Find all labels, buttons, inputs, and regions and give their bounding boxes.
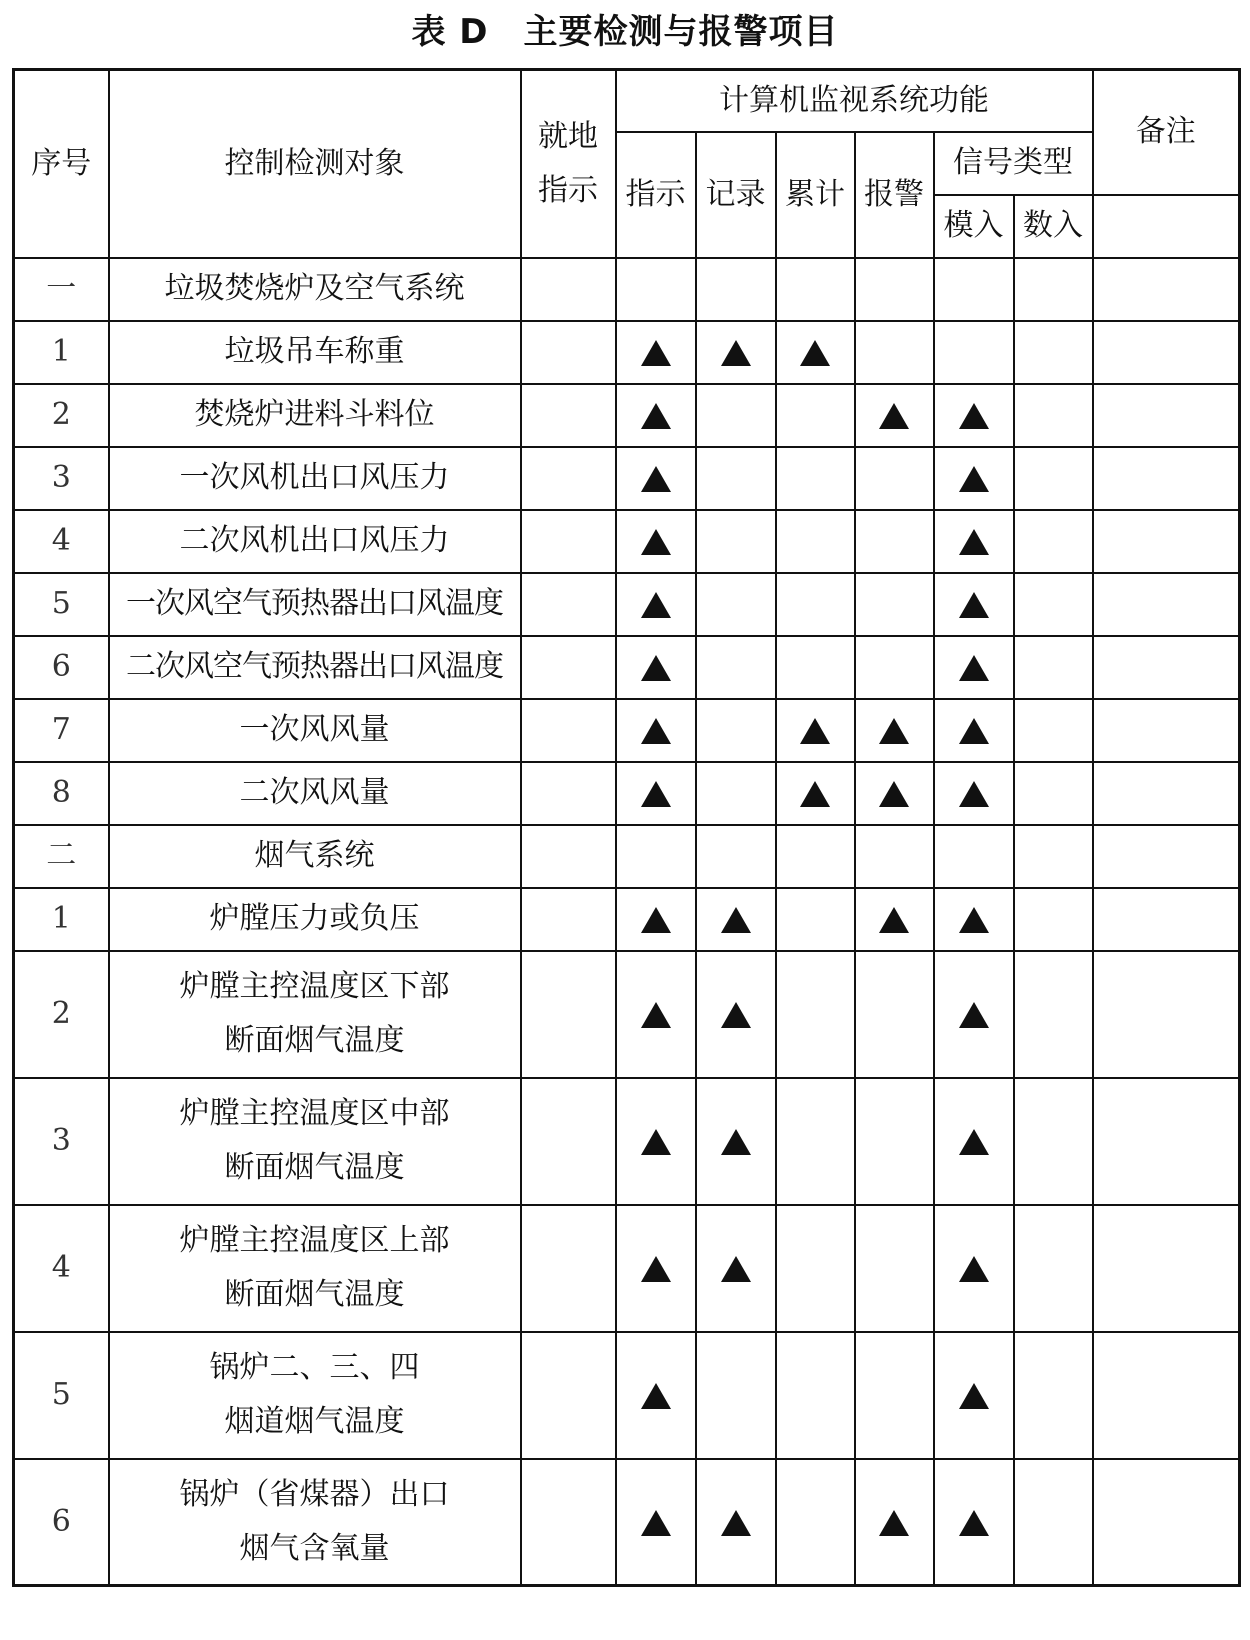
cell-local-indicate: [521, 1205, 616, 1332]
row-seq: 6: [14, 1459, 109, 1586]
cell-local-indicate: [521, 951, 616, 1078]
table-body: [14, 258, 1240, 1586]
cell-indicate: [616, 510, 696, 573]
cell-local-indicate: [521, 573, 616, 636]
cell-digital: [1014, 384, 1093, 447]
row-object: [109, 384, 521, 447]
row-seq: 二: [14, 825, 109, 888]
header-analog-in: 模入: [934, 195, 1014, 258]
triangle-mark-icon: [641, 718, 671, 744]
cell-analog: [934, 888, 1014, 951]
cell-alarm: [855, 888, 934, 951]
table-row: [14, 384, 1240, 447]
row-object: [109, 447, 521, 510]
triangle-mark-icon: [879, 718, 909, 744]
cell-remark: [1093, 384, 1240, 447]
cell-record: [696, 888, 776, 951]
triangle-mark-icon: [641, 1002, 671, 1028]
row-seq: 2: [14, 384, 109, 447]
cell-accumulate: [776, 258, 855, 321]
table-row: [14, 951, 1240, 1078]
triangle-mark-icon: [959, 718, 989, 744]
cell-indicate: [616, 447, 696, 510]
cell-digital: [1014, 699, 1093, 762]
cell-analog: [934, 1205, 1014, 1332]
header-local-line1: 就地: [538, 118, 598, 154]
cell-indicate: [616, 699, 696, 762]
cell-indicate: [616, 573, 696, 636]
cell-remark: [1093, 1205, 1240, 1332]
row-object-line: 焚烧炉进料斗料位: [194, 397, 435, 432]
cell-accumulate: [776, 636, 855, 699]
cell-accumulate: [776, 1078, 855, 1205]
cell-alarm: [855, 321, 934, 384]
row-object-line: 垃圾焚烧炉及空气系统: [164, 271, 465, 306]
triangle-mark-icon: [641, 1383, 671, 1409]
cell-analog: [934, 447, 1014, 510]
cell-accumulate: [776, 510, 855, 573]
cell-digital: [1014, 762, 1093, 825]
row-seq: 6: [14, 636, 109, 699]
row-seq: 一: [14, 258, 109, 321]
row-object: [109, 1459, 521, 1586]
table-row: [14, 699, 1240, 762]
row-object-line: 一次风空气预热器出口风温度: [126, 586, 503, 621]
cell-analog: [934, 321, 1014, 384]
row-seq: 8: [14, 762, 109, 825]
cell-local-indicate: [521, 384, 616, 447]
table-row: [14, 573, 1240, 636]
cell-alarm: [855, 1332, 934, 1459]
triangle-mark-icon: [721, 1002, 751, 1028]
detection-alarm-table: [12, 68, 1241, 1587]
header-remark: 备注: [1093, 70, 1240, 195]
row-object-line: 二次风空气预热器出口风温度: [126, 649, 503, 684]
row-seq: 3: [14, 447, 109, 510]
triangle-mark-icon: [721, 340, 751, 366]
triangle-mark-icon: [721, 907, 751, 933]
triangle-mark-icon: [641, 592, 671, 618]
row-object: [109, 762, 521, 825]
row-object-line: 一次风风量: [239, 712, 390, 747]
row-object: [109, 258, 521, 321]
row-object: [109, 1078, 521, 1205]
table-row: [14, 447, 1240, 510]
row-object: [109, 321, 521, 384]
row-object-line: 锅炉（省煤器）出口: [179, 1476, 450, 1512]
cell-alarm: [855, 510, 934, 573]
triangle-mark-icon: [800, 718, 830, 744]
cell-record: [696, 951, 776, 1078]
row-object-line: 垃圾吊车称重: [224, 334, 405, 369]
table-row: [14, 825, 1240, 888]
cell-analog: [934, 825, 1014, 888]
triangle-mark-icon: [641, 655, 671, 681]
cell-digital: [1014, 1332, 1093, 1459]
cell-accumulate: [776, 825, 855, 888]
cell-accumulate: [776, 321, 855, 384]
table-row: [14, 888, 1240, 951]
triangle-mark-icon: [641, 466, 671, 492]
row-seq: 7: [14, 699, 109, 762]
cell-indicate: [616, 825, 696, 888]
cell-accumulate: [776, 573, 855, 636]
triangle-mark-icon: [641, 1256, 671, 1282]
cell-digital: [1014, 951, 1093, 1078]
row-object-line: 二次风机出口风压力: [179, 523, 450, 558]
cell-alarm: [855, 951, 934, 1078]
row-seq: 1: [14, 888, 109, 951]
cell-alarm: [855, 384, 934, 447]
triangle-mark-icon: [879, 403, 909, 429]
cell-local-indicate: [521, 1078, 616, 1205]
triangle-mark-icon: [800, 340, 830, 366]
triangle-mark-icon: [959, 466, 989, 492]
row-seq: 4: [14, 1205, 109, 1332]
cell-digital: [1014, 1205, 1093, 1332]
row-object: [109, 699, 521, 762]
table-row: [14, 1205, 1240, 1332]
cell-indicate: [616, 636, 696, 699]
table-row: [14, 258, 1240, 321]
row-object: [109, 1205, 521, 1332]
cell-accumulate: [776, 384, 855, 447]
cell-alarm: [855, 636, 934, 699]
cell-local-indicate: [521, 825, 616, 888]
triangle-mark-icon: [641, 781, 671, 807]
cell-accumulate: [776, 762, 855, 825]
cell-remark: [1093, 951, 1240, 1078]
cell-indicate: [616, 762, 696, 825]
header-local-line2: 指示: [538, 172, 598, 208]
cell-record: [696, 762, 776, 825]
cell-analog: [934, 258, 1014, 321]
row-object: [109, 888, 521, 951]
cell-accumulate: [776, 1332, 855, 1459]
cell-analog: [934, 1459, 1014, 1586]
cell-digital: [1014, 1459, 1093, 1586]
cell-analog: [934, 573, 1014, 636]
cell-remark: [1093, 1459, 1240, 1586]
triangle-mark-icon: [721, 1129, 751, 1155]
triangle-mark-icon: [641, 529, 671, 555]
table-title: 表 D 主要检测与报警项目: [411, 12, 839, 52]
triangle-mark-icon: [959, 907, 989, 933]
row-object: [109, 951, 521, 1078]
row-object: [109, 573, 521, 636]
cell-digital: [1014, 258, 1093, 321]
row-object-line: 炉膛主控温度区上部: [179, 1223, 450, 1258]
row-object-line: 烟气系统: [254, 838, 375, 873]
row-object: [109, 636, 521, 699]
row-object-line: 炉膛主控温度区下部: [179, 969, 450, 1004]
cell-analog: [934, 384, 1014, 447]
table-header: [14, 70, 1240, 258]
cell-record: [696, 321, 776, 384]
cell-alarm: [855, 1078, 934, 1205]
triangle-mark-icon: [959, 592, 989, 618]
row-object: [109, 825, 521, 888]
cell-local-indicate: [521, 447, 616, 510]
cell-remark: [1093, 258, 1240, 321]
triangle-mark-icon: [959, 1129, 989, 1155]
cell-record: [696, 1332, 776, 1459]
triangle-mark-icon: [641, 1129, 671, 1155]
cell-accumulate: [776, 951, 855, 1078]
table-row: [14, 321, 1240, 384]
cell-alarm: [855, 447, 934, 510]
triangle-mark-icon: [959, 1510, 989, 1536]
row-object: [109, 510, 521, 573]
cell-indicate: [616, 1459, 696, 1586]
cell-alarm: [855, 699, 934, 762]
cell-analog: [934, 1078, 1014, 1205]
cell-remark: [1093, 825, 1240, 888]
cell-digital: [1014, 825, 1093, 888]
cell-remark: [1093, 321, 1240, 384]
header-seq: 序号: [14, 70, 109, 258]
cell-record: [696, 510, 776, 573]
cell-remark: [1093, 1332, 1240, 1459]
row-seq: 5: [14, 573, 109, 636]
cell-local-indicate: [521, 888, 616, 951]
triangle-mark-icon: [879, 1510, 909, 1536]
cell-indicate: [616, 1205, 696, 1332]
row-object-line: 炉膛主控温度区中部: [179, 1096, 450, 1131]
cell-record: [696, 1078, 776, 1205]
row-seq: 5: [14, 1332, 109, 1459]
cell-record: [696, 447, 776, 510]
cell-accumulate: [776, 888, 855, 951]
cell-alarm: [855, 762, 934, 825]
cell-remark: [1093, 1078, 1240, 1205]
row-object-line: 断面烟气温度: [224, 1150, 405, 1185]
cell-record: [696, 1459, 776, 1586]
cell-digital: [1014, 321, 1093, 384]
cell-indicate: [616, 951, 696, 1078]
triangle-mark-icon: [721, 1510, 751, 1536]
row-object-line: 二次风风量: [239, 775, 390, 810]
row-seq: 3: [14, 1078, 109, 1205]
cell-local-indicate: [521, 1332, 616, 1459]
cell-digital: [1014, 1078, 1093, 1205]
table-row: [14, 510, 1240, 573]
table-row: [14, 1332, 1240, 1459]
header-local-indicate: [521, 70, 616, 258]
triangle-mark-icon: [959, 1002, 989, 1028]
triangle-mark-icon: [959, 781, 989, 807]
cell-remark: [1093, 510, 1240, 573]
cell-remark: [1093, 573, 1240, 636]
cell-local-indicate: [521, 636, 616, 699]
table-row: [14, 1459, 1240, 1586]
cell-digital: [1014, 888, 1093, 951]
cell-analog: [934, 699, 1014, 762]
cell-digital: [1014, 447, 1093, 510]
cell-record: [696, 825, 776, 888]
triangle-mark-icon: [641, 340, 671, 366]
cell-record: [696, 1205, 776, 1332]
cell-record: [696, 258, 776, 321]
header-signal-type: 信号类型: [934, 132, 1093, 195]
cell-digital: [1014, 636, 1093, 699]
row-object-line: 炉膛压力或负压: [209, 901, 420, 936]
cell-local-indicate: [521, 762, 616, 825]
cell-record: [696, 699, 776, 762]
cell-analog: [934, 636, 1014, 699]
header-digital-in: 数入: [1014, 195, 1093, 258]
cell-remark: [1093, 699, 1240, 762]
row-object-line: 断面烟气温度: [224, 1277, 405, 1312]
cell-local-indicate: [521, 699, 616, 762]
cell-indicate: [616, 384, 696, 447]
table-row: [14, 1078, 1240, 1205]
cell-remark: [1093, 888, 1240, 951]
row-object-line: 断面烟气温度: [224, 1023, 405, 1058]
header-accumulate: 累计: [776, 132, 855, 258]
triangle-mark-icon: [879, 907, 909, 933]
cell-analog: [934, 1332, 1014, 1459]
row-object-line: 一次风机出口风压力: [179, 460, 450, 495]
table-row: [14, 762, 1240, 825]
cell-analog: [934, 762, 1014, 825]
row-seq: 4: [14, 510, 109, 573]
cell-record: [696, 384, 776, 447]
cell-local-indicate: [521, 1459, 616, 1586]
row-object-line: 烟气含氧量: [239, 1530, 390, 1566]
cell-analog: [934, 951, 1014, 1078]
cell-indicate: [616, 888, 696, 951]
triangle-mark-icon: [959, 529, 989, 555]
cell-record: [696, 573, 776, 636]
cell-accumulate: [776, 447, 855, 510]
cell-accumulate: [776, 1205, 855, 1332]
cell-indicate: [616, 1078, 696, 1205]
row-seq: 2: [14, 951, 109, 1078]
header-record: 记录: [696, 132, 776, 258]
cell-digital: [1014, 573, 1093, 636]
row-seq: 1: [14, 321, 109, 384]
table-row: [14, 636, 1240, 699]
header-indicate: 指示: [616, 132, 696, 258]
triangle-mark-icon: [959, 655, 989, 681]
cell-indicate: [616, 321, 696, 384]
cell-remark: [1093, 762, 1240, 825]
triangle-mark-icon: [959, 403, 989, 429]
cell-accumulate: [776, 1459, 855, 1586]
cell-local-indicate: [521, 321, 616, 384]
row-object: [109, 1332, 521, 1459]
triangle-mark-icon: [959, 1383, 989, 1409]
triangle-mark-icon: [641, 403, 671, 429]
row-object-line: 烟道烟气温度: [224, 1404, 405, 1439]
cell-digital: [1014, 510, 1093, 573]
cell-indicate: [616, 258, 696, 321]
cell-remark: [1093, 447, 1240, 510]
triangle-mark-icon: [959, 1256, 989, 1282]
cell-indicate: [616, 1332, 696, 1459]
triangle-mark-icon: [721, 1256, 751, 1282]
header-object: 控制检测对象: [109, 70, 521, 258]
cell-alarm: [855, 258, 934, 321]
cell-record: [696, 636, 776, 699]
cell-local-indicate: [521, 510, 616, 573]
header-computer-functions: 计算机监视系统功能: [616, 70, 1093, 132]
cell-remark: [1093, 636, 1240, 699]
triangle-mark-icon: [641, 1510, 671, 1536]
triangle-mark-icon: [879, 781, 909, 807]
triangle-mark-icon: [641, 907, 671, 933]
triangle-mark-icon: [800, 781, 830, 807]
cell-analog: [934, 510, 1014, 573]
header-remark-blank: [1093, 195, 1240, 258]
header-alarm: 报警: [855, 132, 934, 258]
cell-alarm: [855, 573, 934, 636]
cell-alarm: [855, 825, 934, 888]
row-object-line: 锅炉二、三、四: [209, 1350, 420, 1385]
cell-local-indicate: [521, 258, 616, 321]
cell-alarm: [855, 1459, 934, 1586]
cell-accumulate: [776, 699, 855, 762]
cell-alarm: [855, 1205, 934, 1332]
